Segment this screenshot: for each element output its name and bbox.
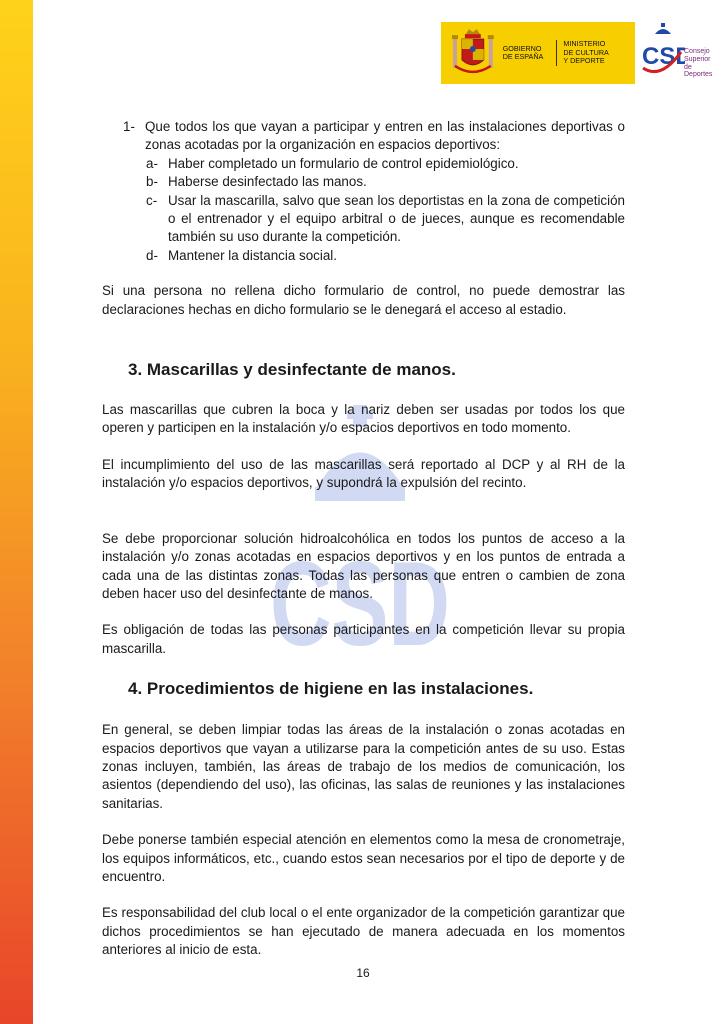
sub-item-text: Usar la mascarilla, salvo que sean los deportistas en la zona de competición o el entrenador y el equipo arbitral o de jueces, aunque es recomendable también su uso durante la competición. xyxy=(168,192,625,245)
list-item-text: Que todos los que vayan a participar y entren en las instalaciones deportivas o zonas acotadas por la organización en espacios deportivos: xyxy=(145,119,625,153)
page-header xyxy=(441,22,717,84)
sub-item-text: Haberse desinfectado las manos. xyxy=(168,174,367,190)
list-item-1 xyxy=(102,118,625,155)
svg-text:CSD: CSD xyxy=(270,537,450,671)
section-3-paragraph: Se debe proporcionar solución hidroalcohólica en todos los puntos de acceso a la instalación y/o zonas acotadas en espacios deportivos y en los puntos de entrada a cada una de las distintas zonas. Todas las personas que entren o cambien de zona deben hacer uso del desinfectante de manos. xyxy=(102,530,625,601)
sub-item-d xyxy=(102,247,625,265)
government-banner xyxy=(441,22,635,84)
csd-letters: CSD xyxy=(642,43,685,70)
page-number: 16 xyxy=(356,966,370,980)
sub-item-letter: a- xyxy=(146,155,158,171)
section-3-heading: 3. Mascarillas y desinfectante de manos. xyxy=(128,360,456,380)
sub-item-a xyxy=(102,155,625,173)
csd-crown-icon xyxy=(641,22,685,84)
sub-item-text: Mantener la distancia social. xyxy=(168,247,337,263)
sub-item-text: Haber completado un formulario de control epidemiológico. xyxy=(168,155,519,171)
section-4-paragraph: Debe ponerse también especial atención en elementos como la mesa de cronometraje, los equipos informáticos, etc., cuando estos sean necesarios por el tipo de deporte y de encuentro. xyxy=(102,832,625,884)
sub-item-letter: d- xyxy=(146,247,158,263)
section-3-paragraph: Es obligación de todas las personas participantes en la competición llevar su propia mascarilla. xyxy=(102,622,625,656)
list-number: 1- xyxy=(123,119,135,134)
csd-name: Consejo Superior de Deportes xyxy=(684,48,713,79)
gobierno-label: GOBIERNO DE ESPAÑA xyxy=(502,43,544,61)
section-4-heading: 4. Procedimientos de higiene en las instalaciones. xyxy=(128,679,534,699)
sub-item-letter: c- xyxy=(146,192,158,208)
document-body xyxy=(102,118,625,960)
section-4-paragraph: Es responsabilidad del club local o el ente organizador de la competición garantizar que dichos procedimientos se han ejecutado de manera adecuada en los momentos anteriores al inicio de esta. xyxy=(102,905,625,958)
csd-logo xyxy=(641,22,717,84)
section-3-paragraph: Las mascarillas que cubren la boca y la nariz deben ser usadas por todos los que operen y participen en la instalación y/o espacios deportivos en todo momento. xyxy=(102,402,625,436)
sub-item-letter: b- xyxy=(146,174,158,190)
side-color-bar xyxy=(0,0,33,1024)
ministerio-label: MINISTERIO DE CULTURA Y DEPORTE xyxy=(556,40,635,65)
coat-of-arms-icon xyxy=(449,26,497,80)
section-4-paragraph: En general, se deben limpiar todas las áreas de la instalación o zonas acotadas en espacios deportivos que vayan a utilizarse para la competición antes de su uso. Estas zonas incluyen, también, las áreas de trabajo de los medios de comunicación, los asientos (dependiendo del uso), las oficinas, las salas de reuniones y las instalaciones sanitarias. xyxy=(102,722,625,811)
form-paragraph: Si una persona no rellena dicho formulario de control, no puede demostrar las declaraciones hechas en dicho formulario se le denegará el acceso al estadio. xyxy=(102,283,625,317)
section-3-paragraph: El incumplimiento del uso de las mascarillas será reportado al DCP y al RH de la instalación y/o espacios deportivos, y supondrá la expulsión del recinto. xyxy=(102,456,625,491)
sub-item-b xyxy=(102,173,625,191)
sub-item-c xyxy=(102,192,625,247)
